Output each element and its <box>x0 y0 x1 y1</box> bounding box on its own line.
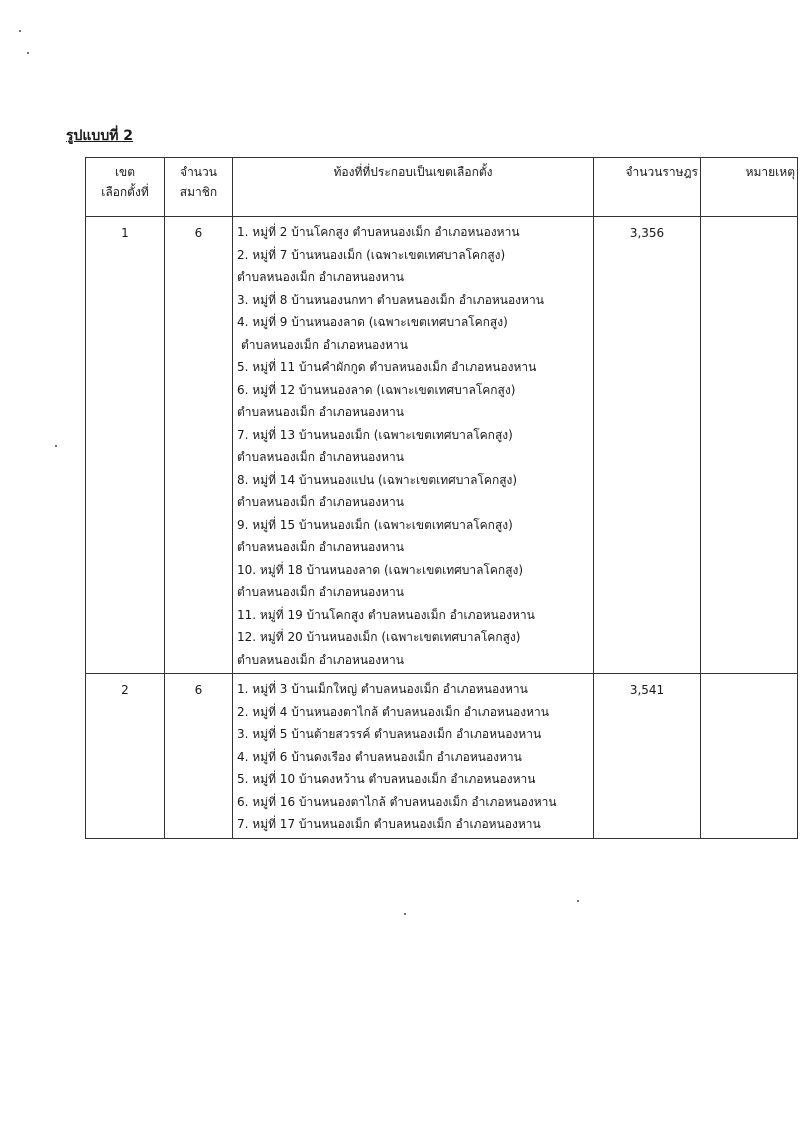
scan-speck <box>577 900 579 902</box>
area-line: ตำบลหนองเม็ก อำเภอหนองหาน <box>237 540 404 554</box>
header-zone <box>86 158 165 217</box>
area-line: 7. หมู่ที่ 17 บ้านหนองเม็ก ตำบลหนองเม็ก อำเภอหนองหาน <box>237 817 541 831</box>
area-line: 7. หมู่ที่ 13 บ้านหนองเม็ก (เฉพาะเขตเทศบาลโคกสูง) <box>237 427 513 442</box>
area-line: ตำบลหนองเม็ก อำเภอหนองหาน <box>237 652 404 667</box>
area-line: ตำบลหนองเม็ก อำเภอหนองหาน <box>237 270 404 284</box>
header-zone-line2: เลือกตั้งที่ <box>101 185 149 199</box>
area-line: 5. หมู่ที่ 11 บ้านคำผักกูด ตำบลหนองเม็ก อำเภอหนองหาน <box>237 360 537 374</box>
area-line: 9. หมู่ที่ 15 บ้านหนองเม็ก (เฉพาะเขตเทศบาลโคกสูง) <box>237 517 513 532</box>
scan-speck <box>27 52 29 54</box>
area-line: 3. หมู่ที่ 8 บ้านหนองนกทา ตำบลหนองเม็ก อำเภอหนองหาน <box>237 292 544 307</box>
area-line: ตำบลหนองเม็ก อำเภอหนองหาน <box>241 337 408 352</box>
remark-cell <box>701 217 798 674</box>
scan-speck <box>55 445 57 447</box>
population-count: 3,356 <box>594 217 701 674</box>
area-line: 1. หมู่ที่ 3 บ้านเม็กใหญ่ ตำบลหนองเม็ก อำเภอหนองหาน <box>237 682 528 696</box>
area-line: 4. หมู่ที่ 6 บ้านดงเรือง ตำบลหนองเม็ก อำเภอหนองหาน <box>237 749 522 764</box>
header-areas-label: ท้องที่ที่ประกอบเป็นเขตเลือกตั้ง <box>333 165 493 179</box>
area-line: ตำบลหนองเม็ก อำเภอหนองหาน <box>237 450 404 464</box>
table-header-row <box>86 158 798 217</box>
member-count: 6 <box>165 674 233 839</box>
header-remark <box>701 158 798 217</box>
area-line: 6. หมู่ที่ 16 บ้านหนองตาไกล้ ตำบลหนองเม็ก อำเภอหนองหาน <box>237 794 557 809</box>
zone-number: 1 <box>86 217 165 674</box>
header-population-label: จำนวนราษฎร <box>625 165 698 179</box>
area-line: 6. หมู่ที่ 12 บ้านหนองลาด (เฉพาะเขตเทศบาลโคกสูง) <box>237 382 516 397</box>
area-line: ตำบลหนองเม็ก อำเภอหนองหาน <box>237 405 404 419</box>
header-remark-label: หมายเหตุ <box>745 165 795 179</box>
header-areas <box>233 158 594 217</box>
header-members-line2: สมาชิก <box>179 185 218 199</box>
population-count: 3,541 <box>594 674 701 839</box>
table-row <box>86 674 798 839</box>
area-list <box>233 674 594 839</box>
area-line: 12. หมู่ที่ 20 บ้านหนองเม็ก (เฉพาะเขตเทศบาลโคกสูง) <box>237 630 521 644</box>
header-members <box>165 158 233 217</box>
header-members-line1: จำนวน <box>180 165 217 179</box>
area-line: 2. หมู่ที่ 4 บ้านหนองตาไกล้ ตำบลหนองเม็ก อำเภอหนองหาน <box>237 704 549 719</box>
scan-speck <box>404 913 406 915</box>
area-line: 8. หมู่ที่ 14 บ้านหนองแปน (เฉพาะเขตเทศบาลโคกสูง) <box>237 472 518 487</box>
electoral-zones-table <box>85 157 798 839</box>
area-line: 4. หมู่ที่ 9 บ้านหนองลาด (เฉพาะเขตเทศบาลโคกสูง) <box>237 315 508 329</box>
area-line: 10. หมู่ที่ 18 บ้านหนองลาด (เฉพาะเขตเทศบาลโคกสูง) <box>237 562 524 577</box>
area-line: 3. หมู่ที่ 5 บ้านต้ายสวรรค์ ตำบลหนองเม็ก อำเภอหนองหาน <box>237 727 542 741</box>
table-row <box>86 217 798 674</box>
zone-number: 2 <box>86 674 165 839</box>
member-count: 6 <box>165 217 233 674</box>
header-zone-line1: เขต <box>114 165 136 179</box>
format-heading: รูปแบบที่ 2 <box>66 128 134 144</box>
area-line: 1. หมู่ที่ 2 บ้านโคกสูง ตำบลหนองเม็ก อำเภอหนองหาน <box>237 225 520 239</box>
area-line: 2. หมู่ที่ 7 บ้านหนองเม็ก (เฉพาะเขตเทศบาลโคกสูง) <box>237 247 506 262</box>
area-line: ตำบลหนองเม็ก อำเภอหนองหาน <box>237 585 404 599</box>
remark-cell <box>701 674 798 839</box>
area-line: 11. หมู่ที่ 19 บ้านโคกสูง ตำบลหนองเม็ก อำเภอหนองหาน <box>237 607 535 622</box>
scan-speck <box>19 30 21 32</box>
area-line: 5. หมู่ที่ 10 บ้านดงหว้าน ตำบลหนองเม็ก อำเภอหนองหาน <box>237 772 536 786</box>
area-list <box>233 217 594 674</box>
header-population <box>594 158 701 217</box>
area-line: ตำบลหนองเม็ก อำเภอหนองหาน <box>237 495 404 509</box>
